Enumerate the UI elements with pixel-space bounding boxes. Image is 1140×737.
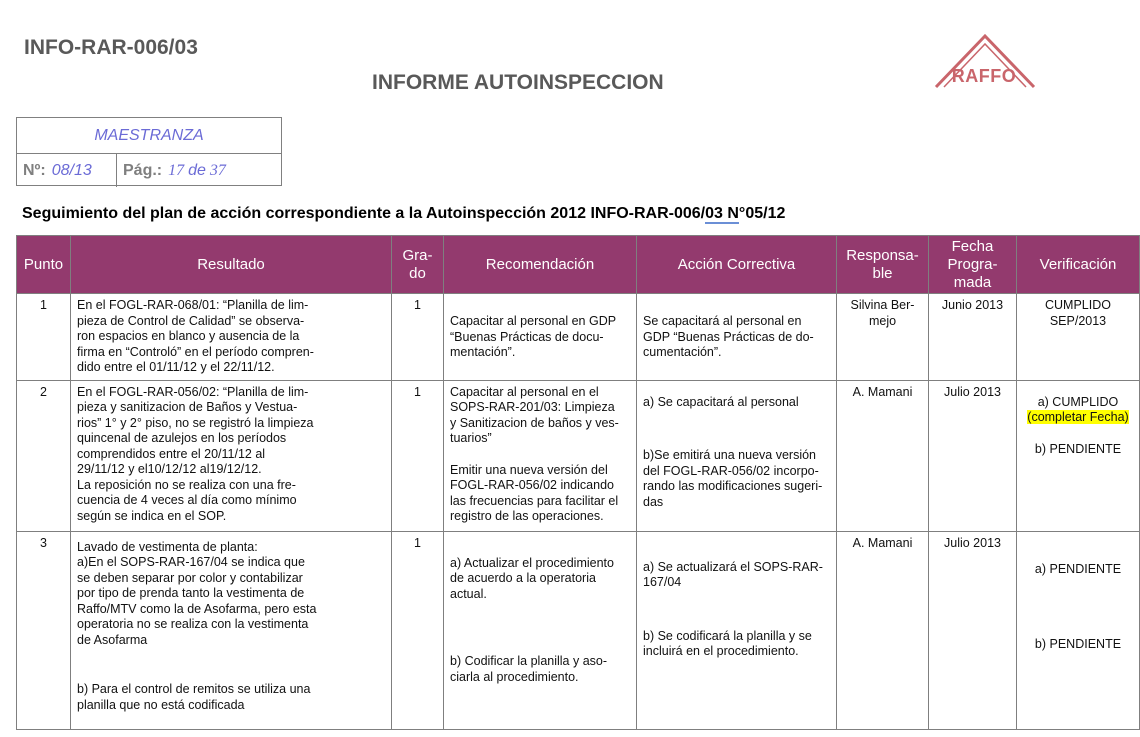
recomendacion-text: a) Actualizar el procedimiento de acuerdo a la operatoria actual. [450, 555, 614, 601]
section-heading [22, 205, 785, 223]
cell-resultado [71, 380, 392, 531]
recomendacion-text-b: Emitir una nueva versión del FOGL-RAR-056/02 indicando las frecuencias para facilitar el registro de las operaciones. [450, 462, 619, 523]
cell-verificacion: CUMPLIDO SEP/2013 [1017, 294, 1140, 381]
recomendacion-text-b: b) Codificar la planilla y aso- ciarla al procedimiento. [450, 654, 608, 684]
number-label: Nº: [23, 161, 46, 179]
cell-fecha: Junio 2013 [929, 294, 1017, 381]
cell-accion [637, 294, 837, 381]
page-indicator [117, 154, 226, 187]
action-plan-table [16, 235, 1140, 730]
col-header-grado: Gra- do [392, 236, 444, 294]
cell-resultado [71, 531, 392, 729]
cell-fecha: Julio 2013 [929, 531, 1017, 729]
col-header-recomendacion: Recomendación [444, 236, 637, 294]
cell-punto: 3 [17, 531, 71, 729]
accion-text: Se capacitará al personal en GDP “Buenas Prácticas de do- cumentación”. [643, 314, 814, 359]
resultado-text: En el FOGL-RAR-068/01: “Planilla de lim- pieza de Control de Calidad” se observa- ron espacios en blanco y ausencia de la firma en “Controló” en el período compren- dido entre el 01/11/12 y el 22/11/12. [77, 298, 314, 374]
document-title: INFORME AUTOINSPECCION [372, 71, 664, 94]
heading-suffix: °05/12 [738, 205, 786, 222]
cell-fecha: Julio 2013 [929, 380, 1017, 531]
document-code: INFO-RAR-006/03 [24, 36, 198, 59]
cell-grado: 1 [392, 380, 444, 531]
accion-text-b: b) Se codificará la planilla y se incluirá en el procedimiento. [643, 628, 812, 658]
page-current: 17 [168, 161, 185, 179]
cell-recomendacion [444, 294, 637, 381]
col-header-responsable: Responsa- ble [837, 236, 929, 294]
table-row [17, 294, 1140, 381]
heading-text: Seguimiento del plan de acción correspondiente a la Autoinspección 2012 INFO-RAR-006/ [22, 205, 706, 222]
page-of: de [188, 161, 206, 179]
cell-recomendacion [444, 380, 637, 531]
resultado-text: Lavado de vestimenta de planta: a)En el SOPS-RAR-167/04 se indica que se deben separar por color y contabilizar por tipo de prenda tanto la vestimenta de Raffo/MTV como la de Asofarma, pero esta operatoria no se realiza con la vestimenta de Asofarma [77, 539, 317, 647]
heading-underlined: 03 N [705, 205, 739, 222]
col-header-resultado: Resultado [71, 236, 392, 294]
cell-responsable: Silvina Ber- mejo [837, 294, 929, 381]
recomendacion-text: Capacitar al personal en el SOPS-RAR-201/03: Limpieza y Sanitizacion de baños y ves- tuarios” [450, 384, 619, 445]
cell-responsable: A. Mamani [837, 380, 929, 531]
document-info-box [16, 117, 282, 186]
col-header-verificacion: Verificación [1017, 236, 1140, 294]
verificacion-highlight: (completar Fecha) [1027, 410, 1129, 424]
logo-text: RAFFO [951, 66, 1017, 86]
resultado-text: En el FOGL-RAR-056/02: “Planilla de lim- pieza y sanitizacion de Baños y Vestua- rios” 1° y 2° piso, no se registró la limpieza quincenal de azulejos en los períodos comprendidos entre el 20/11/12 al 29/11/12 y el10/12/12 al19/12/12. La reposición no se realiza con una fre- cuencia de 4 veces al día como mínimo según se indica en el SOP. [77, 384, 314, 523]
cell-accion [637, 380, 837, 531]
cell-grado: 1 [392, 294, 444, 381]
accion-text-b: b)Se emitirá una nueva versión del FOGL-RAR-056/02 incorpo- rando las modificaciones sugeri- das [643, 448, 823, 509]
cell-verificacion [1017, 531, 1140, 729]
page-label: Pág.: [123, 161, 163, 179]
cell-punto: 1 [17, 294, 71, 381]
verificacion-b: b) PENDIENTE [1034, 637, 1122, 651]
col-header-accion-correctiva: Acción Correctiva [637, 236, 837, 294]
table-header-row [17, 236, 1140, 294]
verificacion-a: a) CUMPLIDO [1037, 394, 1119, 409]
recomendacion-text: Capacitar al personal en GDP “Buenas Prácticas de docu- mentación”. [450, 314, 617, 359]
raffo-logo [930, 32, 1042, 94]
cell-responsable: A. Mamani [837, 531, 929, 729]
table-row [17, 380, 1140, 531]
verificacion-a: a) PENDIENTE [1034, 561, 1122, 576]
page-total: 37 [209, 161, 226, 179]
number-value: 08/13 [51, 161, 92, 179]
area-name: MAESTRANZA [17, 118, 281, 154]
cell-punto: 2 [17, 380, 71, 531]
resultado-text-b: b) Para el control de remitos se utiliza una planilla que no está codificada [77, 682, 311, 712]
report-number [17, 154, 117, 187]
cell-accion [637, 531, 837, 729]
table-row [17, 531, 1140, 729]
col-header-punto: Punto [17, 236, 71, 294]
cell-grado: 1 [392, 531, 444, 729]
cell-verificacion [1017, 380, 1140, 531]
cell-resultado [71, 294, 392, 381]
accion-text: a) Se actualizará el SOPS-RAR- 167/04 [643, 559, 823, 589]
col-header-fecha: Fecha Progra- mada [929, 236, 1017, 294]
cell-recomendacion [444, 531, 637, 729]
verificacion-b: b) PENDIENTE [1034, 441, 1122, 456]
accion-text: a) Se capacitará al personal [643, 394, 799, 409]
